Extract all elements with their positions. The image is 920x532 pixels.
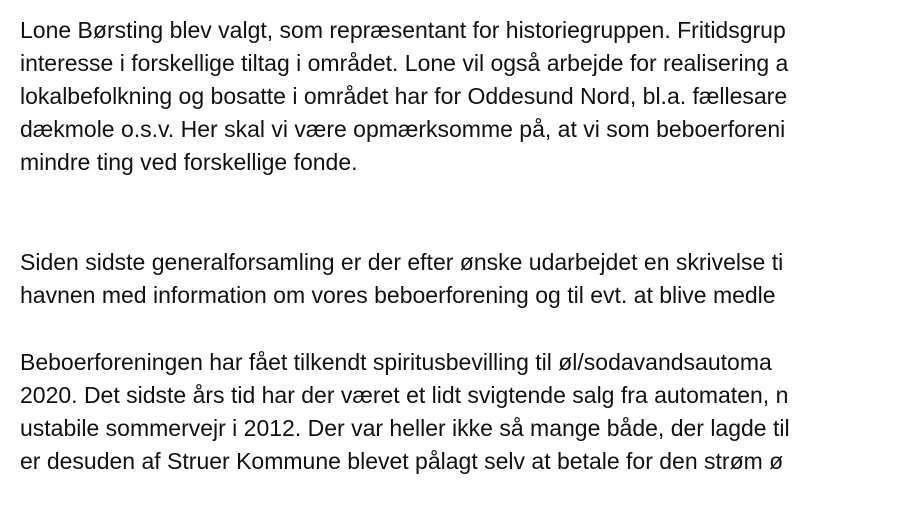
paragraph-skrivelse [20, 246, 783, 312]
text-line: Siden sidste generalforsamling er der efter ønske udarbejdet en skrivelse ti [20, 249, 784, 275]
text-line: interesse i forskellige tiltag i området. Lone vil også arbejde for realisering a [20, 50, 789, 76]
paragraph-historiegruppen [20, 14, 788, 179]
text-line: havnen med information om vores beboerforening og til evt. at blive medle [20, 282, 776, 308]
text-line: lokalbefolkning og bosatte i området har for Oddesund Nord, bl.a. fællesare [20, 83, 788, 109]
text-line: dækmole o.s.v. Her skal vi være opmærksomme på, at vi som beboerforeni [20, 116, 786, 142]
paragraph-spiritusbevilling [20, 346, 790, 478]
text-line: 2020. Det sidste års tid har der været et lidt svigtende salg fra automaten, n [20, 382, 789, 408]
text-line: Lone Børsting blev valgt, som repræsentant for historiegruppen. Fritidsgrup [20, 17, 786, 43]
text-line: ustabile sommervejr i 2012. Der var heller ikke så mange både, der lagde til [20, 415, 790, 441]
text-line: mindre ting ved forskellige fonde. [20, 149, 358, 175]
text-line: er desuden af Struer Kommune blevet pålagt selv at betale for den strøm ø [20, 448, 784, 474]
text-line: Beboerforeningen har fået tilkendt spiritusbevilling til øl/sodavandsautoma [20, 349, 772, 375]
